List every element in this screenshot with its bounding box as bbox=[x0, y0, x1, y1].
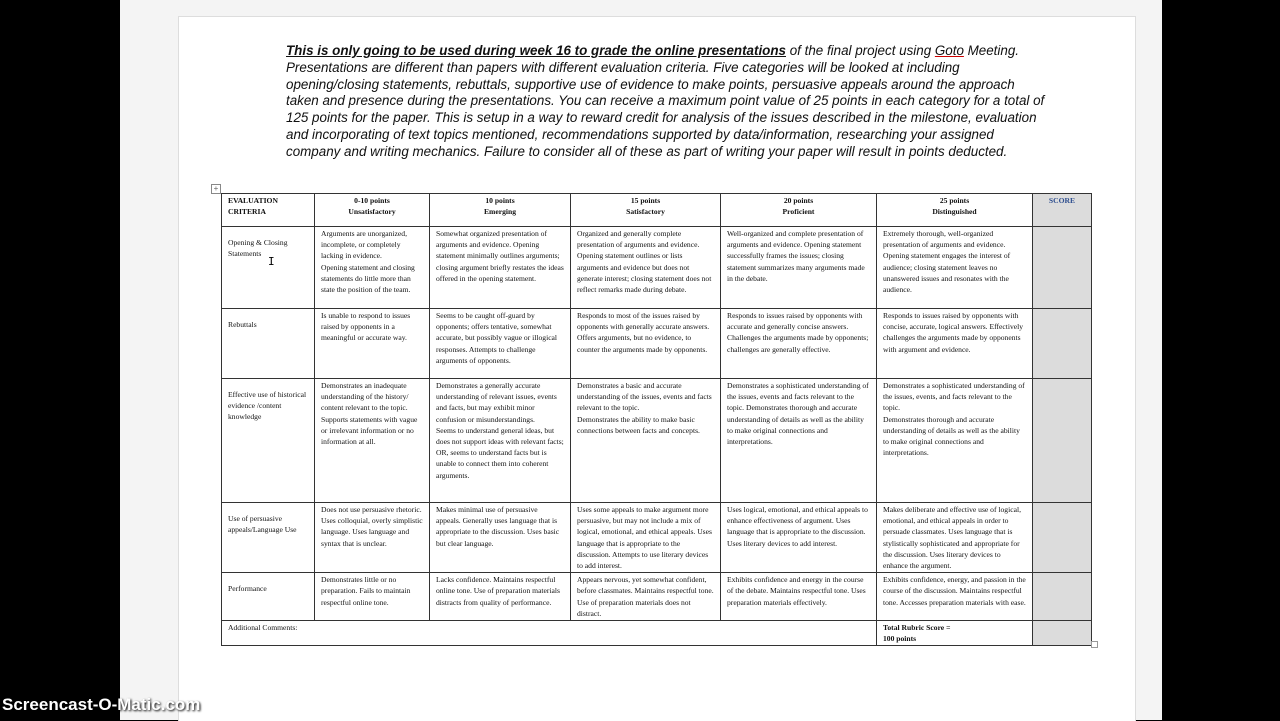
rubric-cell[interactable]: Exhibits confidence and energy in the course of the debate. Maintains respectful tone. Uses preparation materials effectively. bbox=[721, 573, 877, 621]
screencast-watermark: Screencast-O-Matic.com bbox=[2, 695, 201, 714]
text-cursor-icon: I bbox=[268, 255, 275, 268]
table-footer-row bbox=[222, 621, 1092, 646]
intro-text-before-goto: of the final project using bbox=[786, 43, 935, 58]
header-unsatisfactory: 0-10 points Unsatisfactory bbox=[315, 194, 430, 227]
rubric-cell[interactable]: Demonstrates a basic and accurate understanding of the issues, events and facts relevant to the topic. Demonstrates the ability to make basic connections between facts and concepts. bbox=[571, 379, 721, 503]
rubric-cell[interactable]: Is unable to respond to issues raised by opponents in a meaningful or accurate way. bbox=[315, 309, 430, 379]
criteria-cell[interactable]: Opening & Closing Statements bbox=[222, 227, 315, 309]
rubric-cell[interactable]: Does not use persuasive rhetoric. Uses colloquial, overly simplistic language. Uses language and syntax that is unclear. bbox=[315, 503, 430, 573]
rubric-cell[interactable]: Uses some appeals to make argument more persuasive, but may not include a mix of logical, emotional, and ethical appeals. Uses language that is appropriate to the discussion. Attempts to use literary devices to add interest. bbox=[571, 503, 721, 573]
table-row bbox=[222, 227, 1092, 309]
score-cell[interactable] bbox=[1033, 227, 1092, 309]
intro-text-after-goto: Meeting. Presentations are different than papers with different evaluation criteria. Five categories will be looked at including opening/closing statements, rebuttals, supportive use of evidence to make points, persuasive appeals around the approach taken and presence during the presentations. You can receive a maximum point value of 25 points in each category for a total of 125 points for the paper. This is setup in a way to reward credit for analysis of the issues described in the milestone, evaluation and incorporating of text topics mentioned, recommendations supported by data/information, researching your assigned company and writing mechanics. Failure to consider all of these as part of writing your paper will result in points deducted. bbox=[286, 43, 1045, 159]
rubric-cell[interactable]: Demonstrates a sophisticated understanding of the issues, events, and facts relevant to the topic. Demonstrates thorough and accurate understanding of details as well as the ability to make original connections and interpretations. bbox=[877, 379, 1033, 503]
criteria-cell[interactable]: Rebuttals bbox=[222, 309, 315, 379]
table-row bbox=[222, 309, 1092, 379]
rubric-cell[interactable]: Demonstrates little or no preparation. Fails to maintain respectful online tone. bbox=[315, 573, 430, 621]
header-proficient: 20 points Proficient bbox=[721, 194, 877, 227]
header-emerging: 10 points Emerging bbox=[430, 194, 571, 227]
rubric-cell[interactable]: Responds to issues raised by opponents with accurate and generally concise answers. Challenges the arguments made by opponents; challenges are generally effective. bbox=[721, 309, 877, 379]
total-score-cell[interactable] bbox=[1033, 621, 1092, 646]
header-score: SCORE bbox=[1033, 194, 1092, 227]
header-satisfactory: 15 points Satisfactory bbox=[571, 194, 721, 227]
rubric-table bbox=[221, 193, 1092, 646]
criteria-cell[interactable]: Use of persuasive appeals/Language Use bbox=[222, 503, 315, 573]
score-cell[interactable] bbox=[1033, 503, 1092, 573]
score-cell[interactable] bbox=[1033, 379, 1092, 503]
additional-comments-cell[interactable]: Additional Comments: bbox=[222, 621, 877, 646]
rubric-cell[interactable]: Responds to issues raised by opponents with concise, accurate, logical answers. Effectively challenges the arguments made by opponents with argument and evidence. bbox=[877, 309, 1033, 379]
total-score-label[interactable]: Total Rubric Score = 100 points bbox=[877, 621, 1033, 646]
table-resize-handle[interactable] bbox=[1091, 641, 1098, 648]
rubric-cell[interactable]: Exhibits confidence, energy, and passion in the course of the discussion. Maintains respectful tone. Accesses preparation materials with ease. bbox=[877, 573, 1033, 621]
rubric-cell[interactable]: Well-organized and complete presentation of arguments and evidence. Opening statement successfully frames the issues; closing statement summarizes many arguments made in the debate. bbox=[721, 227, 877, 309]
intro-bold-text: This is only going to be used during week 16 to grade the online presentations bbox=[286, 43, 786, 58]
table-move-handle-icon[interactable]: + bbox=[211, 184, 221, 194]
header-criteria: EVALUATION CRITERIA bbox=[222, 194, 315, 227]
right-gutter bbox=[1162, 0, 1280, 720]
rubric-cell[interactable]: Extremely thorough, well-organized presentation of arguments and evidence. Opening statement engages the interest of audience; closing statement leaves no unanswered issues and resonates with the audience. bbox=[877, 227, 1033, 309]
rubric-cell[interactable]: Responds to most of the issues raised by opponents with generally accurate answers. Offers arguments, but no evidence, to counter the arguments made by opponents. bbox=[571, 309, 721, 379]
rubric-cell[interactable]: Organized and generally complete presentation of arguments and evidence. Opening statement outlines or lists arguments and evidence but does not generate interest; closing statement does not reflect remarks made during debate. bbox=[571, 227, 721, 309]
table-row bbox=[222, 503, 1092, 573]
rubric-cell[interactable]: Arguments are unorganized, incomplete, or completely lacking in evidence. Opening statement and closing statements do little more than state the position of the team. bbox=[315, 227, 430, 309]
rubric-cell[interactable]: Appears nervous, yet somewhat confident, before classmates. Maintains respectful tone. Use of preparation materials does not distract. bbox=[571, 573, 721, 621]
rubric-cell[interactable]: Demonstrates an inadequate understanding of the history/ content relevant to the topic. Supports statements with vague or irrelevant information or no information at all. bbox=[315, 379, 430, 503]
header-distinguished: 25 points Distinguished bbox=[877, 194, 1033, 227]
score-cell[interactable] bbox=[1033, 309, 1092, 379]
table-row bbox=[222, 379, 1092, 503]
left-gutter bbox=[0, 0, 120, 720]
table-row bbox=[222, 573, 1092, 621]
rubric-cell[interactable]: Makes minimal use of persuasive appeals. Generally uses language that is appropriate to the discussion. Uses basic but clear language. bbox=[430, 503, 571, 573]
rubric-cell[interactable]: Demonstrates a sophisticated understanding of the issues, events and facts relevant to the topic. Demonstrates thorough and accurate understanding of details as well as the ability to make original connections and interpretations. bbox=[721, 379, 877, 503]
rubric-cell[interactable]: Demonstrates a generally accurate understanding of relevant issues, events and facts, but may exhibit minor confusion or misunderstandings. Seems to understand general ideas, but does not support ideas with relevant facts; OR, seems to understand facts but is unable to connect them into coherent arguments. bbox=[430, 379, 571, 503]
table-header-row bbox=[222, 194, 1092, 227]
intro-paragraph bbox=[286, 43, 1046, 161]
rubric-cell[interactable]: Somewhat organized presentation of arguments and evidence. Opening statement minimally outlines arguments; closing argument briefly restates the ideas offered in the opening statement. bbox=[430, 227, 571, 309]
criteria-cell[interactable]: Effective use of historical evidence /content knowledge bbox=[222, 379, 315, 503]
rubric-cell[interactable]: Lacks confidence. Maintains respectful online tone. Use of preparation materials distracts from quality of performance. bbox=[430, 573, 571, 621]
rubric-cell[interactable]: Makes deliberate and effective use of logical, emotional, and ethical appeals in order to persuade classmates. Uses language that is stylistically sophisticated and appropriate for the discussion. Uses literary devices to enhance the argument. bbox=[877, 503, 1033, 573]
intro-goto-word: Goto bbox=[934, 43, 964, 58]
rubric-cell[interactable]: Seems to be caught off-guard by opponents; offers tentative, somewhat accurate, but possibly vague or illogical responses. Attempts to challenge arguments of opponents. bbox=[430, 309, 571, 379]
rubric-cell[interactable]: Uses logical, emotional, and ethical appeals to enhance effectiveness of argument. Uses language that is appropriate to the discussion. Uses literary devices to add interest. bbox=[721, 503, 877, 573]
criteria-cell[interactable]: Performance bbox=[222, 573, 315, 621]
score-cell[interactable] bbox=[1033, 573, 1092, 621]
